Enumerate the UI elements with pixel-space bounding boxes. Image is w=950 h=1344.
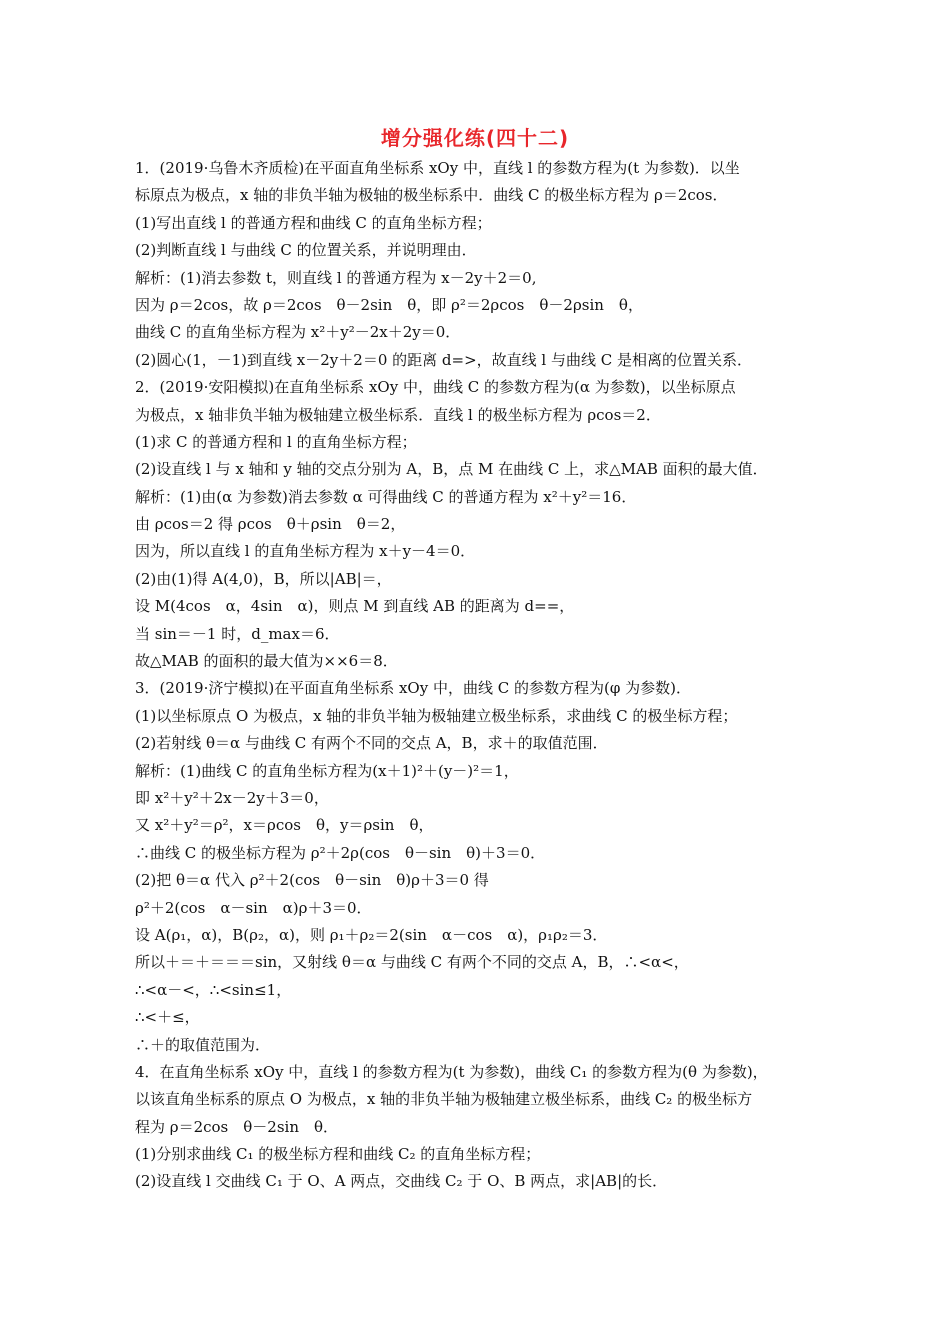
text-line: 2．(2019·安阳模拟)在直角坐标系 xOy 中，曲线 C 的参数方程为(α 为参数)，以坐标原点 xyxy=(135,378,736,397)
text-line: (2)若射线 θ＝α 与曲线 C 有两个不同的交点 A，B，求＋的取值范围． xyxy=(135,734,608,753)
text-line: (1)分别求曲线 C₁ 的极坐标方程和曲线 C₂ 的直角坐标方程； xyxy=(135,1145,541,1164)
text-line: (1)以坐标原点 O 为极点，x 轴的非负半轴为极轴建立极坐标系，求曲线 C 的极坐标方程； xyxy=(135,706,738,725)
text-line: 解析：(1)消去参数 t，则直线 l 的普通方程为 x－2y＋2＝0, xyxy=(135,268,537,287)
text-line: 4．在直角坐标系 xOy 中，直线 l 的参数方程为(t 为参数)，曲线 C₁ 的参数方程为(θ 为参数)， xyxy=(135,1062,768,1081)
text-line: (2)判断直线 l 与曲线 C 的位置关系，并说明理由． xyxy=(135,241,477,260)
text-line: ρ²＋2(cos α－sin α)ρ＋3＝0． xyxy=(135,898,372,917)
text-line: ∴曲线 C 的极坐标方程为 ρ²＋2ρ(cos θ－sin θ)＋3＝0． xyxy=(135,843,546,862)
text-line: 由 ρcos＝2 得 ρcos θ＋ρsin θ＝2， xyxy=(135,515,406,534)
text-line: 因为，所以直线 l 的直角坐标方程为 x＋y－4＝0． xyxy=(135,542,476,561)
text-line: (1)求 C 的普通方程和 l 的直角坐标方程； xyxy=(135,432,417,451)
text-line: ∴<＋≤， xyxy=(135,1008,200,1027)
text-line: 又 x²＋y²＝ρ²，x＝ρcos θ，y＝ρsin θ， xyxy=(135,816,434,835)
text-line: 曲线 C 的直角坐标方程为 x²＋y²－2x＋2y＝0． xyxy=(135,323,461,342)
text-line: (2)设直线 l 与 x 轴和 y 轴的交点分别为 A，B，点 M 在曲线 C 上，求△MAB 面积的最大值． xyxy=(135,460,768,479)
text-line: (1)写出直线 l 的普通方程和曲线 C 的直角坐标方程； xyxy=(135,213,492,232)
document-body xyxy=(135,155,825,1196)
text-line: 设 A(ρ₁，α)，B(ρ₂，α)，则 ρ₁＋ρ₂＝2(sin α－cos α)，ρ₁ρ₂＝3． xyxy=(135,925,608,944)
text-line: ∴＋的取值范围为． xyxy=(135,1035,271,1054)
text-line: 3．(2019·济宁模拟)在平面直角坐标系 xOy 中，曲线 C 的参数方程为(φ 为参数)． xyxy=(135,679,691,698)
text-line: 故△MAB 的面积的最大值为××6＝8． xyxy=(135,652,398,671)
text-line: 1．(2019·乌鲁木齐质检)在平面直角坐标系 xOy 中，直线 l 的参数方程为(t 为参数)．以坐 xyxy=(135,159,740,177)
text-line: 因为 ρ＝2cos，故 ρ＝2cos θ－2sin θ，即 ρ²＝2ρcos θ－2ρsin θ， xyxy=(135,295,643,314)
text-line: 标原点为极点，x 轴的非负半轴为极轴的极坐标系中．曲线 C 的极坐标方程为 ρ＝2cos． xyxy=(135,186,728,205)
text-line: 解析：(1)曲线 C 的直角坐标方程为(x＋1)²＋(y－)²＝1， xyxy=(135,761,519,780)
text-line: 程为 ρ＝2cos θ－2sin θ． xyxy=(135,1117,339,1136)
text-line: (2)由(1)得 A(4,0)，B，所以|AB|＝， xyxy=(135,569,392,588)
text-line: 为极点，x 轴非负半轴为极轴建立极坐标系．直线 l 的极坐标方程为 ρcos＝2． xyxy=(135,405,661,424)
document-title: 增分强化练(四十二) xyxy=(380,126,570,150)
text-line: (2)圆心(1，－1)到直线 x－2y＋2＝0 的距离 d=>，故直线 l 与曲线 C 是相离的位置关系． xyxy=(135,350,752,369)
text-line: (2)设直线 l 交曲线 C₁ 于 O、A 两点，交曲线 C₂ 于 O、B 两点，求|AB|的长． xyxy=(135,1172,668,1191)
text-line: 即 x²＋y²＋2x－2y＋3＝0， xyxy=(135,788,329,807)
text-line: 所以＋＝＋＝＝＝sin，又射线 θ＝α 与曲线 C 有两个不同的交点 A，B，∴<α<， xyxy=(135,953,689,972)
text-line: ∴<α－<，∴<sin≤1， xyxy=(135,980,292,999)
text-line: 解析：(1)由(α 为参数)消去参数 α 可得曲线 C 的普通方程为 x²＋y²＝16． xyxy=(135,487,637,506)
text-line: 设 M(4cos α，4sin α)，则点 M 到直线 AB 的距离为 d==， xyxy=(135,597,575,616)
text-line: 当 sin＝－1 时，d_max＝6． xyxy=(135,624,340,643)
text-line: 以该直角坐标系的原点 O 为极点，x 轴的非负半轴为极轴建立极坐标系，曲线 C₂ 的极坐标方 xyxy=(135,1090,753,1109)
text-line: (2)把 θ＝α 代入 ρ²＋2(cos θ－sin θ)ρ＋3＝0 得 xyxy=(135,871,489,890)
